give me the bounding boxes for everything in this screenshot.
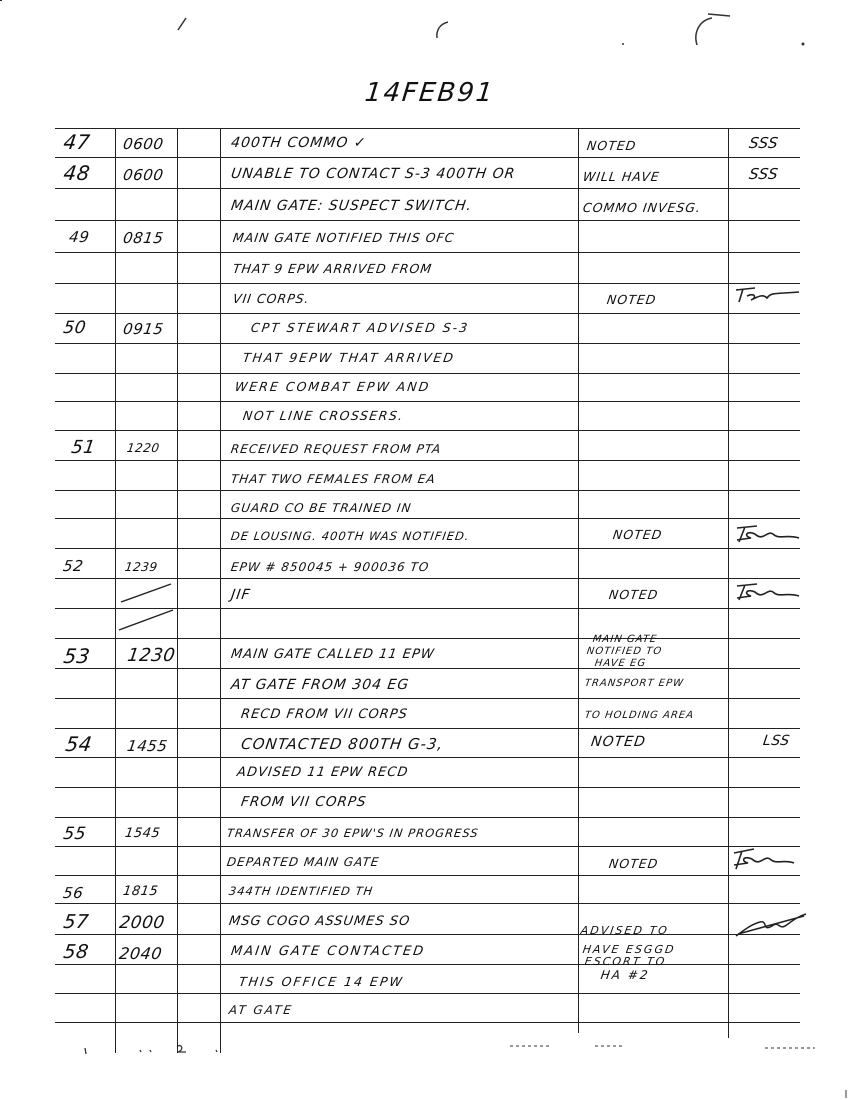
initials: LSS [762,733,791,749]
entry-text: VII CORPS. [232,291,311,306]
entry-text: NOT LINE CROSSERS. [242,408,405,423]
top-pen-marks [0,0,850,60]
entry-text: TRANSFER OF 30 EPW'S IN PROGRESS [226,826,480,840]
row-rule [55,490,800,491]
signature-initials [730,845,800,873]
row-rule [55,964,800,965]
action-text: TRANSPORT EPW [584,678,685,689]
entry-text: RECEIVED REQUEST FROM PTA [230,442,443,456]
entry-number: 56 [62,884,85,902]
row-rule [55,220,800,221]
entry-number: 48 [62,161,92,185]
row-rule [55,313,800,314]
row-rule [55,548,800,549]
row-rule [0,0,2,1]
entry-time: 2040 [118,944,164,963]
row-rule [55,668,800,669]
column-divider [728,128,729,1038]
row-rule [55,817,800,818]
entry-number: 54 [64,732,94,756]
entry-text: DE LOUSING. 400TH WAS NOTIFIED. [230,529,471,543]
entry-text: MAIN GATE NOTIFIED THIS OFC [232,230,456,245]
action-text: TO HOLDING AREA [584,710,695,721]
row-rule [55,283,800,284]
entry-number: 55 [62,824,88,844]
row-rule [55,343,800,344]
entry-number: 47 [62,130,92,154]
entry-text: THAT 9EPW THAT ARRIVED [242,350,457,365]
action-text: ESCORT TO [583,955,668,968]
entry-time: 2000 [118,913,167,933]
row-rule [55,157,800,158]
row-rule [55,518,800,519]
row-rule [55,728,800,729]
entry-text: RECD FROM VII CORPS [240,707,409,722]
row-rule [55,757,800,758]
entry-time: 1545 [124,826,162,841]
row-rule [55,698,800,699]
entry-text: CONTACTED 800TH G-3, [240,735,445,753]
row-rule [55,401,800,402]
action-text: NOTED [606,292,658,307]
entry-text: MAIN GATE CONTACTED [230,944,427,959]
initials: SSS [748,165,780,183]
entry-text: AT GATE [228,1003,294,1017]
row-rule [55,903,800,904]
entry-number: 51 [70,437,97,458]
strike-lines [115,578,177,638]
entry-text: ADVISED 11 EPW RECD [236,765,410,780]
entry-time: 1230 [126,645,177,666]
entry-text: UNABLE TO CONTACT S-3 400TH OR [230,166,517,182]
column-divider [177,128,178,1053]
entry-time: 0600 [122,166,165,184]
entry-number: 49 [68,228,91,246]
entry-text: MSG COGO ASSUMES SO [228,914,412,929]
initials: SSS [748,134,780,152]
entry-number: 52 [62,557,85,575]
row-rule [55,846,800,847]
row-rule [55,993,800,994]
column-divider [578,128,579,1033]
entry-time: 1239 [124,560,159,574]
action-text: NOTED [590,734,647,750]
column-divider [220,128,221,1053]
entry-text: 400TH COMMO ✓ [230,135,368,151]
action-text: HA #2 [599,968,651,982]
signature-initials [734,910,809,940]
entry-time: 1455 [126,737,169,755]
entry-time: 0915 [122,320,165,338]
entry-time: 0815 [122,229,165,247]
entry-time: 1220 [126,441,161,455]
action-text: ADVISED TO [579,924,670,937]
entry-text: CPT STEWART ADVISED S-3 [250,320,471,335]
entry-text: FROM VII CORPS [240,794,368,810]
entry-text: THAT TWO FEMALES FROM EA [230,472,437,486]
action-text: WILL HAVE [582,169,661,184]
entry-time: 1815 [122,884,160,899]
entry-time: 0600 [122,135,165,153]
entry-text: WERE COMBAT EPW AND [234,379,432,394]
entry-number: 50 [62,318,88,338]
row-rule [55,128,800,129]
row-rule [55,373,800,374]
row-rule [55,430,800,431]
action-text: HAVE EG [594,658,647,669]
row-rule [55,875,800,876]
entry-number: 58 [62,941,91,963]
signature-initials [733,284,803,308]
row-rule [55,934,800,935]
action-text: NOTED [586,138,638,153]
signature-initials [733,580,803,606]
entry-number: 57 [62,911,91,933]
action-text: NOTED [612,527,664,542]
entry-text: MAIN GATE CALLED 11 EPW [230,647,436,662]
entry-text: DEPARTED MAIN GATE [226,855,381,869]
entry-text: THAT 9 EPW ARRIVED FROM [232,261,434,276]
action-text: MAIN GATE [592,634,658,645]
entry-text: MAIN GATE: SUSPECT SWITCH. [230,198,474,214]
row-rule [55,787,800,788]
action-text: NOTED [608,856,660,871]
signature-initials [733,522,803,548]
entry-text: THIS OFFICE 14 EPW [238,974,405,989]
entry-number: 53 [62,644,92,668]
action-text: HAVE ESGGD [581,943,677,956]
bottom-pen-marks [0,1020,850,1100]
action-text: NOTED [608,587,660,602]
row-rule [55,460,800,461]
entry-text: JIF [230,587,252,603]
row-rule [55,252,800,253]
action-text: COMMO INVESG. [582,200,703,215]
entry-text: 344TH IDENTIFIED TH [228,884,375,898]
entry-text: AT GATE FROM 304 EG [230,677,411,693]
entry-text: EPW # 850045 + 900036 TO [230,560,431,574]
entry-text: GUARD CO BE TRAINED IN [230,501,413,515]
action-text: NOTIFIED TO [586,646,663,657]
row-rule [55,188,800,189]
log-date: 14FEB91 [363,78,496,108]
row-rule [55,638,800,639]
